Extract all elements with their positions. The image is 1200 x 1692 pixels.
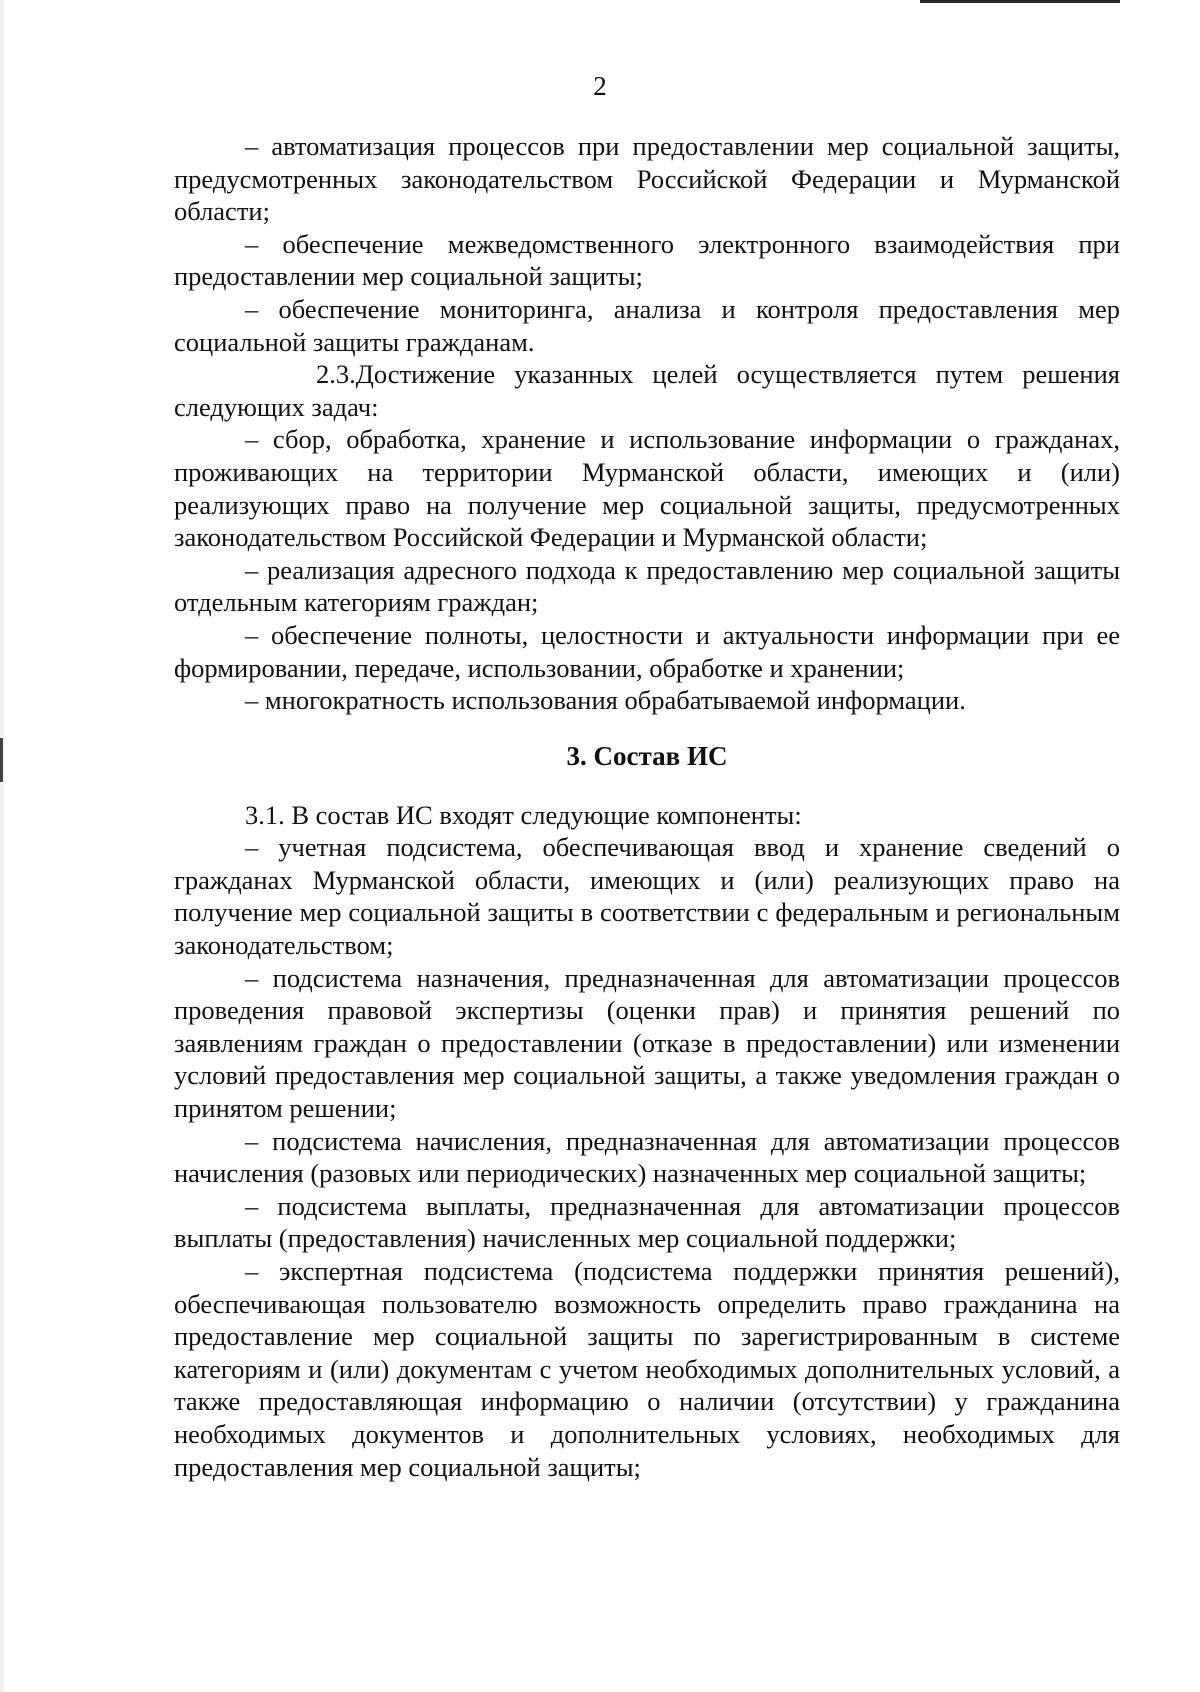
component-item-4: – подсистема выплаты, предназначенная для автоматизации процессов выплаты (предоставления) начисленных мер социальной поддержки;: [174, 1190, 1120, 1254]
task-item-3: – обеспечение полноты, целостности и актуальности информации при ее формировании, передаче, использовании, обработке и хранении;: [174, 619, 1120, 683]
task-item-1: – сбор, обработка, хранение и использование информации о гражданах, проживающих на территории Мурманской области, имеющих и (или) реализующих право на получение мер социальной защиты, предусмотренных законодательством Российской Федерации и Мурманской области;: [174, 424, 1120, 553]
component-item-3: – подсистема начисления, предназначенная для автоматизации процессов начисления (разовых или периодических) назначенных мер социальной защиты;: [174, 1125, 1120, 1189]
component-item-1: – учетная подсистема, обеспечивающая ввод и хранение сведений о гражданах Мурманской области, имеющих и (или) реализующих право на получение мер социальной защиты в соответствии с федеральным и региональным законодательством;: [174, 832, 1120, 961]
scan-edge-top: [920, 0, 1120, 3]
clause-2-3-number: 2.3.: [316, 359, 356, 390]
component-item-2: – подсистема назначения, предназначенная для автоматизации процессов проведения правовой экспертизы (оценки прав) и принятия решений по заявлениям граждан о предоставлении (отказе в предоставлении) или изменении условий предоставления мер социальной защиты, а также уведомления граждан о принятом решении;: [174, 962, 1120, 1124]
task-item-4: – многократность использования обрабатываемой информации.: [245, 685, 966, 716]
document-body: [174, 130, 1120, 1483]
clause-3-1: 3.1. В состав ИС входят следующие компоненты:: [245, 799, 802, 830]
goal-item-2: – обеспечение межведомственного электронного взаимодействия при предоставлении мер социальной защиты;: [174, 228, 1120, 292]
clause-2-3-text: Достижение указанных целей осуществляется путем решения следующих задач:: [174, 359, 1120, 422]
section-3-heading: 3. Состав ИС: [566, 740, 728, 771]
scan-edge-mark: [0, 738, 3, 782]
task-item-2: – реализация адресного подхода к предоставлению мер социальной защиты отдельным категориям граждан;: [174, 554, 1120, 618]
goal-item-1: – автоматизация процессов при предоставлении мер социальной защиты, предусмотренных законодательством Российской Федерации и Мурманской области;: [174, 131, 1120, 227]
page-number: 2: [593, 71, 607, 101]
goal-item-3: – обеспечение мониторинга, анализа и контроля предоставления мер социальной защиты гражданам.: [174, 293, 1120, 357]
component-item-5: – экспертная подсистема (подсистема поддержки принятия решений), обеспечивающая пользователю возможность определить право гражданина на предоставление мер социальной защиты по зарегистрированным в системе категориям и (или) документам с учетом необходимых дополнительных условий, а также предоставляющая информацию о наличии (отсутствии) у гражданина необходимых документов и дополнительных условиях, необходимых для предоставления мер социальной защиты;: [174, 1256, 1120, 1482]
clause-2-3: [174, 358, 1120, 423]
scan-edge-left: [0, 0, 4, 1692]
